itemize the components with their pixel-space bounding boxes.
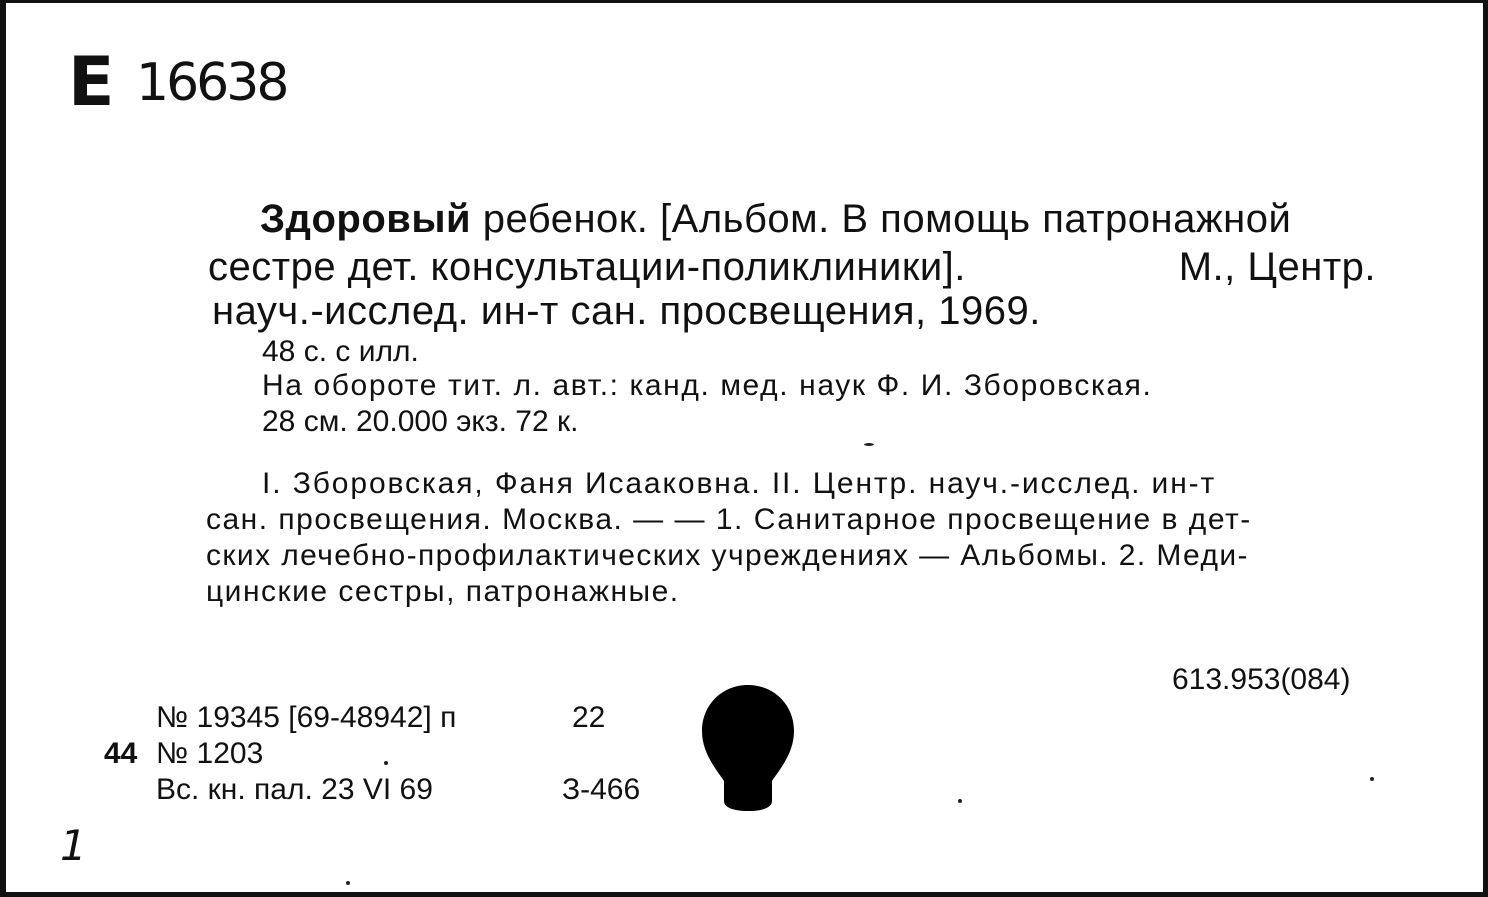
classification-number: 613.953(084) — [1172, 663, 1351, 696]
speck — [1370, 777, 1374, 781]
entry-line-3: науч.-исслед. ин-т сан. просвещения, 1969. — [212, 289, 1041, 333]
entry-line-2-left: сестре дет. консультации-поликлиники]. — [208, 245, 966, 289]
speck — [864, 443, 874, 446]
footer-row-1-right: 22 — [572, 701, 606, 734]
entry-title: Здоровый — [260, 197, 472, 241]
tracing-line-4: цинские сестры, патронажные. — [206, 575, 680, 608]
tracing-line-3: ских лечебно-профилактических учреждениях — Альбомы. 2. Меди- — [206, 539, 1249, 572]
footer-row-3-left: Вс. кн. пал. 23 VI 69 — [156, 773, 433, 806]
tracing-line-2: сан. просвещения. Москва. — — 1. Санитарное просвещение в дет- — [206, 503, 1252, 536]
accession-number: 16638 — [136, 53, 287, 113]
entry-line-2 — [208, 247, 1376, 287]
speck — [384, 761, 388, 765]
collation-line-3: 28 см. 20.000 экз. 72 к. — [262, 405, 579, 438]
accession-letter: Е — [68, 43, 113, 122]
collation-line-1: 48 с. с илл. — [262, 335, 419, 368]
entry-line-2-right: М., Центр. — [1178, 245, 1376, 289]
rod-hole — [700, 683, 796, 811]
tracing-line-1: I. Зборовская, Фаня Исааковна. II. Центр. науч.-исслед. ин-т — [262, 467, 1217, 500]
collation-line-2: На обороте тит. л. авт.: канд. мед. наук Ф. И. Зборовская. — [262, 369, 1153, 402]
footer-row-1-left: № 19345 [69-48942] п — [156, 701, 457, 734]
footer-row-2-prefix: 44 — [104, 737, 138, 770]
entry-line-1 — [260, 199, 1291, 239]
speck — [958, 799, 962, 803]
speck — [346, 881, 350, 885]
entry-title-rest: ребенок. [Альбом. В помощь патронажной — [482, 197, 1292, 241]
footer-row-2-left: № 1203 — [156, 737, 264, 770]
footer-row-3-right: З-466 — [562, 773, 641, 806]
corner-mark: 1 — [60, 821, 87, 870]
